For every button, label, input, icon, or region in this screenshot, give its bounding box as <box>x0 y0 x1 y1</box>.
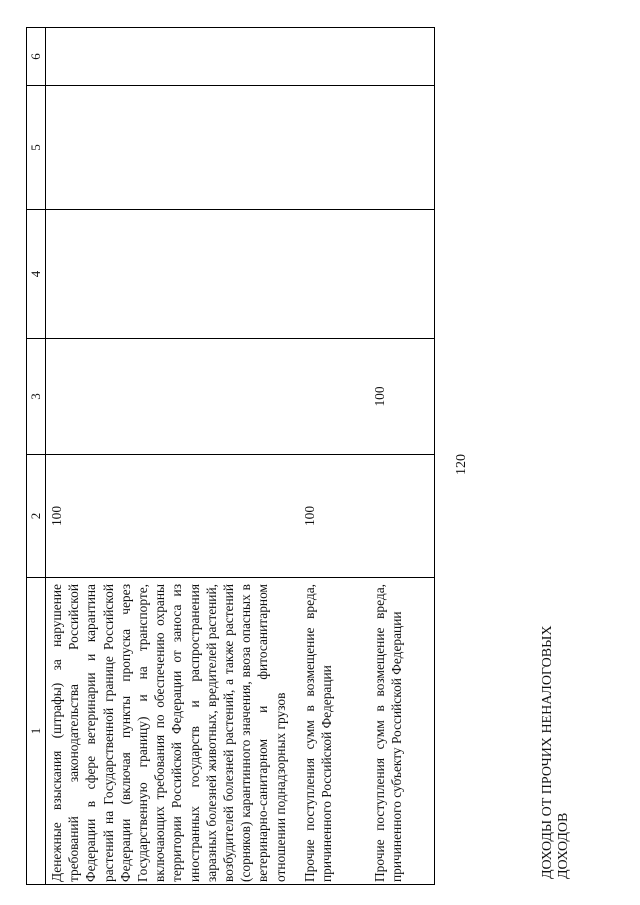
column-header-3: 3 <box>27 339 46 455</box>
row-value-col2: 100 <box>301 505 317 527</box>
row-value-col5 <box>299 86 301 209</box>
row-value-col5 <box>46 86 48 209</box>
row-value-col4 <box>46 210 48 338</box>
row-value-col2: 100 <box>49 505 64 527</box>
column-header-5: 5 <box>27 86 46 210</box>
row-value-col6 <box>46 28 48 85</box>
row-value-col3 <box>46 339 48 454</box>
row-value-col3 <box>299 339 301 454</box>
row-value-col6 <box>369 28 371 85</box>
table-header-row <box>27 28 46 885</box>
page-number: 120 <box>454 454 469 475</box>
column-header-4: 4 <box>27 210 46 339</box>
row-value-col5 <box>369 86 371 209</box>
table-row <box>46 28 299 885</box>
column-header-2: 2 <box>27 455 46 578</box>
column-header-6: 6 <box>27 28 46 86</box>
row-value-col2 <box>369 455 371 577</box>
table-row <box>369 28 435 885</box>
section-heading: ДОХОДЫ ОТ ПРОЧИХ НЕНАЛОГОВЫХ ДОХОДОВ <box>540 625 571 879</box>
table-row <box>299 28 369 885</box>
row-value-col4 <box>369 210 371 338</box>
row-value-col4 <box>299 210 301 338</box>
row-description: Денежные взыскания (штрафы) за нарушение требований законодательства Российской Федерации в сфере ветеринарии и карантина растений на Государственной границе Российской Федерации (включая пункты пропуска через Государственную границу) и на транспорте, включающих требования по обеспечению охраны территории Российской Федерации от заноса из иностранных государств и распространения заразных болезней животных, вредителей растений, возбудителей болезней растений, а также растений (сорняков) карантинного значения, ввоза опасных в ветеринарно-санитарном и фитосанитарном отношении поднадзорных грузов <box>49 584 288 882</box>
column-header-1: 1 <box>27 578 46 885</box>
row-value-col6 <box>299 28 301 85</box>
row-description: Прочие поступления сумм в возмещение вреда, причиненного субъекту Российской Федерации <box>371 584 405 882</box>
revenue-table <box>26 27 435 885</box>
row-description: Прочие поступления сумм в возмещение вреда, причиненного Российской Федерации <box>301 584 335 882</box>
row-value-col3: 100 <box>371 386 387 407</box>
